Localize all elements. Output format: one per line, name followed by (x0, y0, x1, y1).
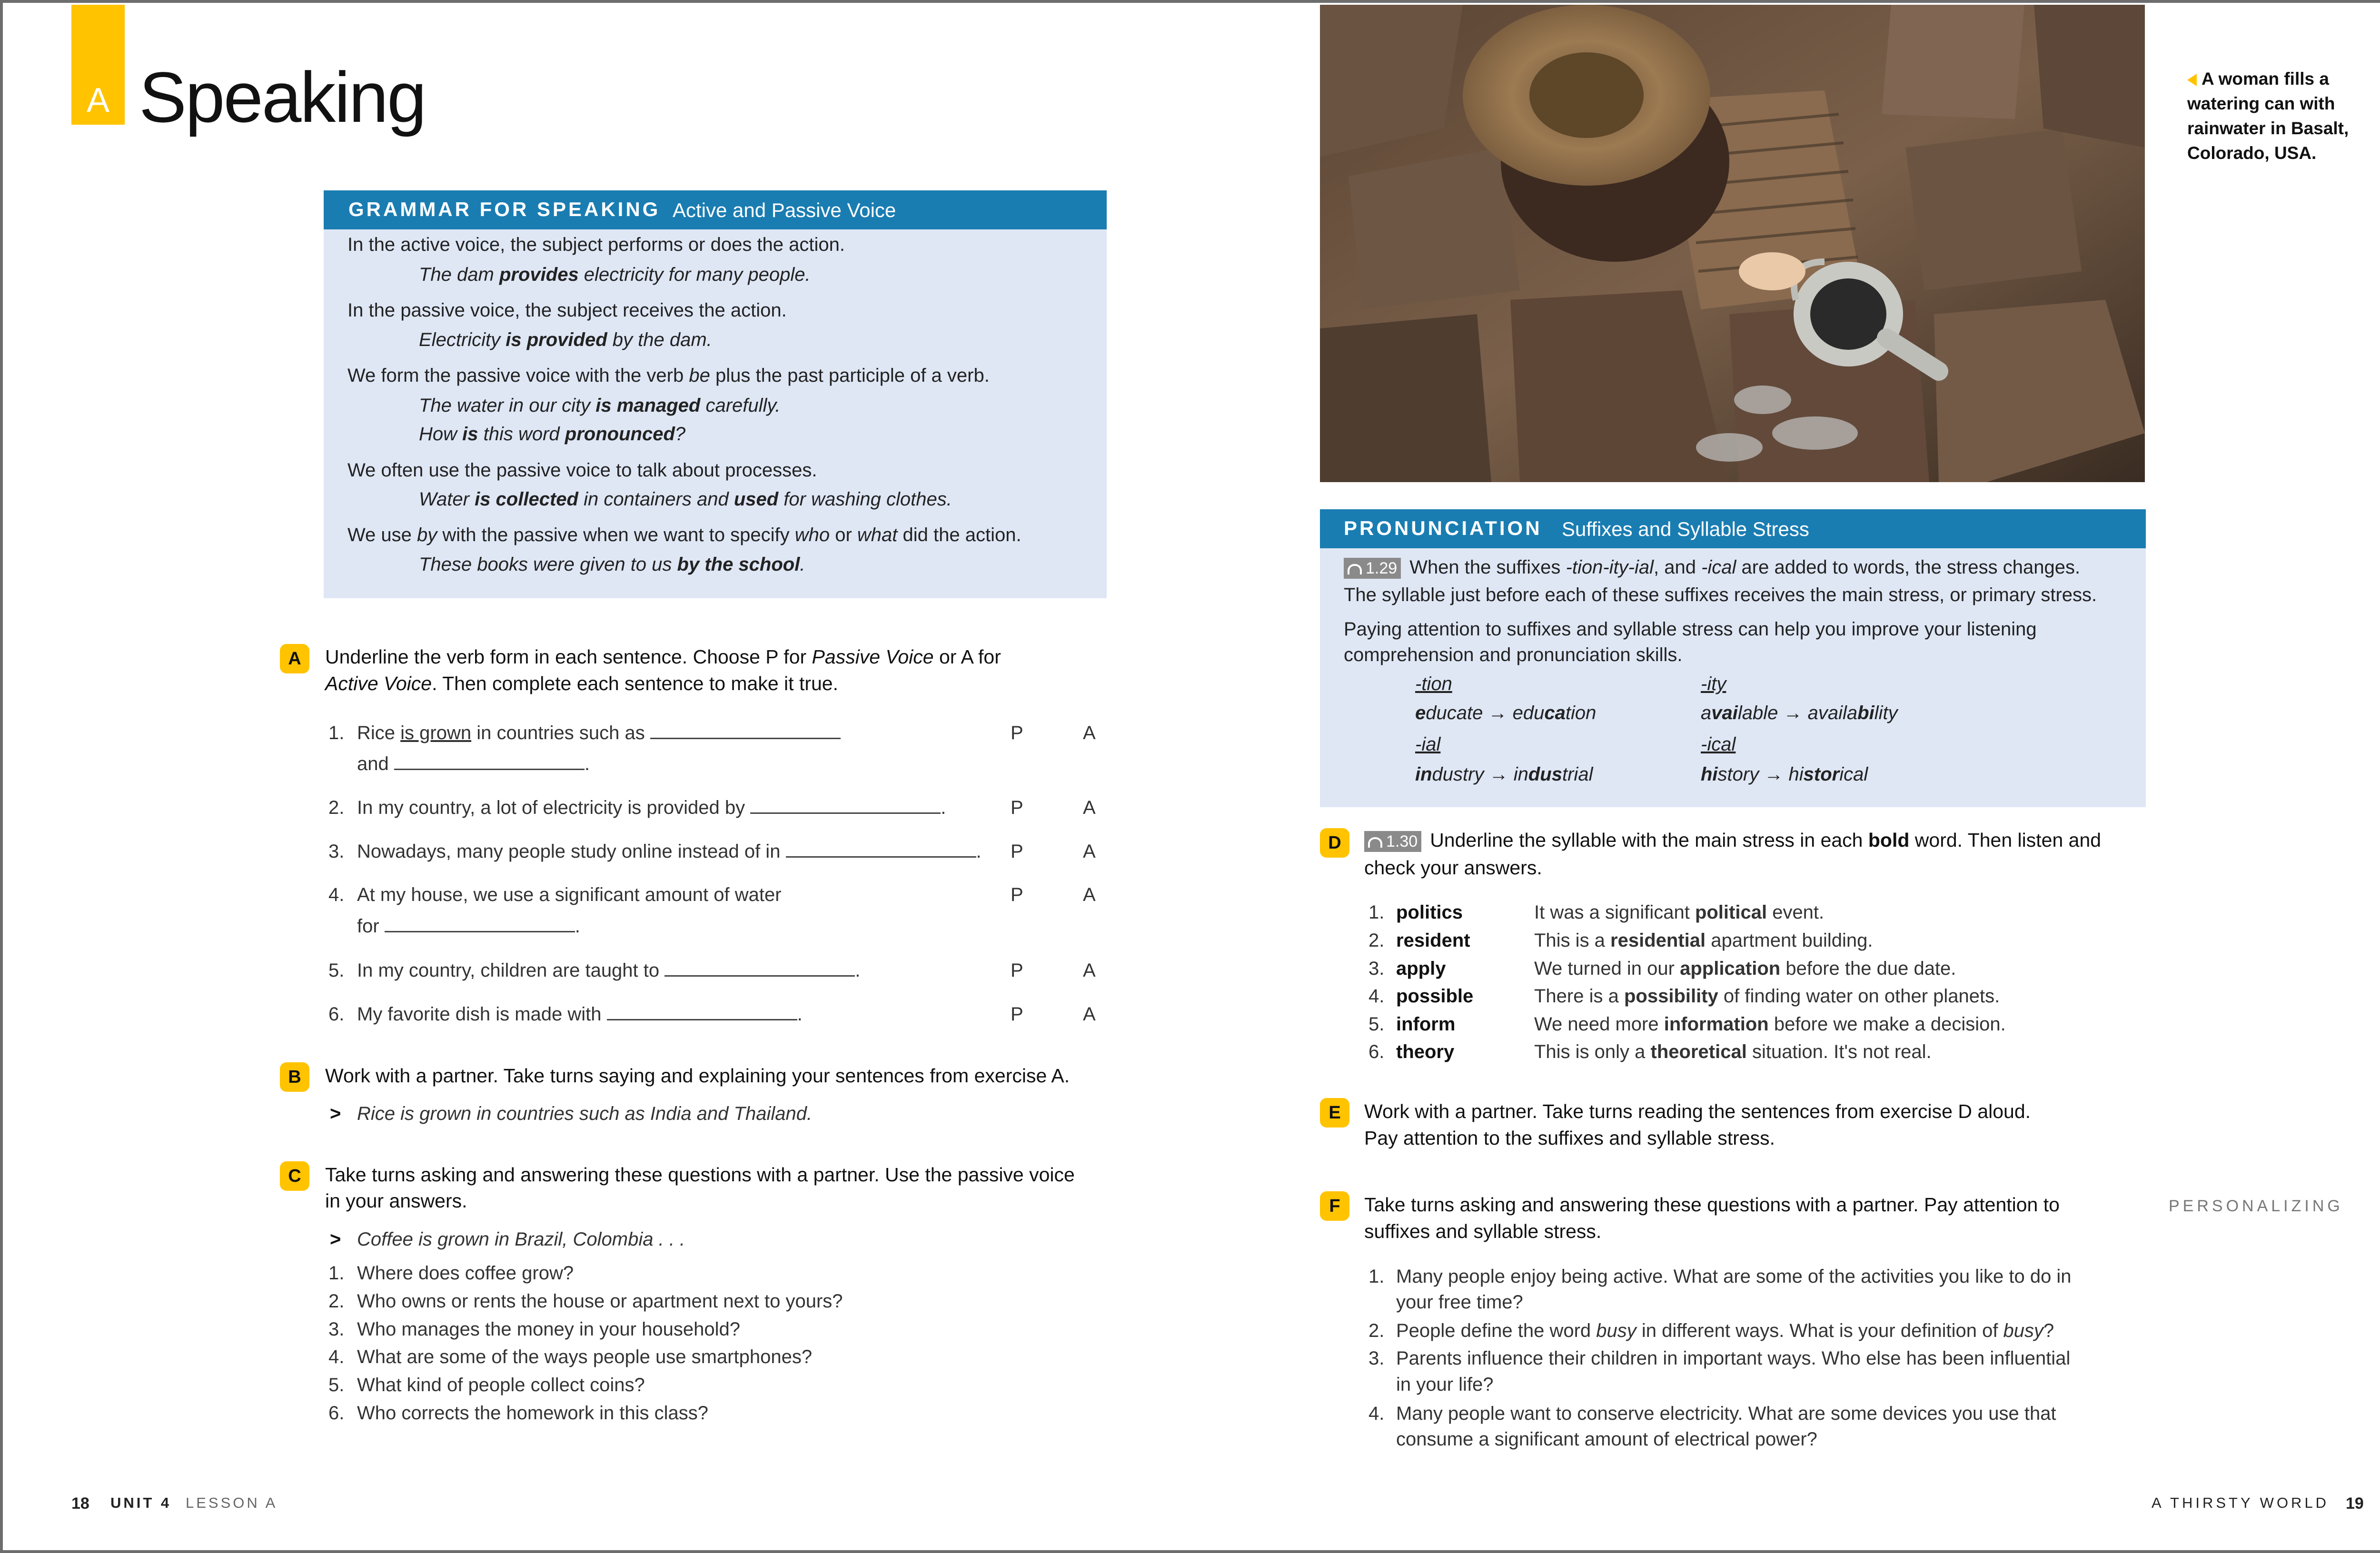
grammar-example: The water in our city is managed carefully. (419, 395, 781, 416)
grammar-label: GRAMMAR FOR SPEAKING (348, 198, 661, 220)
question-item: What kind of people collect coins? (357, 1375, 645, 1395)
exercise-a-instruction: Underline the verb form in each sentence. Choose P for Passive Voice or A for (325, 646, 1001, 668)
stress-sentence: It was a significant political event. (1534, 902, 1825, 923)
answer-blank[interactable] (394, 754, 585, 770)
choice-p[interactable]: P (1011, 722, 1023, 743)
item-number: 4. (328, 884, 345, 905)
exercise-a-item-4: At my house, we use a significant amount of water (357, 884, 782, 905)
example-arrow: > (330, 1229, 341, 1250)
exercise-a-badge: A (280, 644, 309, 673)
word-pair: educate → education (1415, 702, 1597, 723)
exercise-a-item-3: Nowadays, many people study online instead of in . (357, 841, 982, 862)
item-number: 1. (1368, 1266, 1385, 1287)
exercise-a-item-4-cont: for . (357, 916, 580, 937)
item-number: 5. (1368, 1014, 1385, 1035)
stress-word: theory (1396, 1041, 1455, 1062)
choice-p[interactable]: P (1011, 1004, 1023, 1025)
suffix-heading: -ial (1415, 734, 1441, 755)
question-item: What are some of the ways people use smartphones? (357, 1346, 813, 1367)
grammar-example: How is this word pronounced? (419, 424, 686, 445)
page-title: Speaking (139, 57, 426, 137)
audio-track[interactable]: 1.29 (1344, 558, 1401, 579)
exercise-a-item-1-cont: and . (357, 753, 590, 774)
footer-unit: UNIT 4 (110, 1494, 172, 1511)
grammar-line: In the passive voice, the subject receives the action. (347, 300, 787, 321)
audio-track[interactable]: 1.30 (1364, 831, 1421, 852)
exercise-a-item-6: My favorite dish is made with . (357, 1004, 803, 1025)
grammar-example: The dam provides electricity for many people. (419, 264, 811, 285)
question-item: Who corrects the homework in this class? (357, 1403, 709, 1424)
exercise-c-instruction: in your answers. (325, 1190, 467, 1212)
exercise-d-instruction: check your answers. (1364, 857, 1542, 879)
footer-title: A THIRSTY WORLD (2152, 1494, 2330, 1511)
exercise-d-badge: D (1320, 828, 1349, 858)
grammar-line: We often use the passive voice to talk about processes. (347, 460, 817, 481)
grammar-bar (324, 190, 1107, 229)
grammar-line: In the active voice, the subject performs or does the action. (347, 234, 845, 255)
item-number: 3. (328, 1319, 345, 1340)
item-number: 1. (1368, 902, 1385, 923)
pron-line: 1.29 When the suffixes -tion-ity-ial, and -ical are added to words, the stress changes. (1344, 557, 2080, 579)
page-number-left: 18 (71, 1494, 89, 1513)
photo-illustration (1320, 5, 2145, 482)
suffix-heading: -ity (1701, 673, 1726, 694)
pron-line: Paying attention to suffixes and syllable stress can help you improve your listening (1344, 619, 2037, 640)
example-arrow: > (330, 1103, 341, 1124)
stress-word: inform (1396, 1014, 1456, 1035)
item-number: 1. (328, 1263, 345, 1284)
exercise-b-example: Rice is grown in countries such as India and Thailand. (357, 1103, 813, 1124)
exercise-f-instruction: suffixes and syllable stress. (1364, 1220, 1602, 1242)
answer-blank[interactable] (664, 961, 855, 977)
photo-watering-can (1320, 5, 2145, 482)
choice-p[interactable]: P (1011, 797, 1023, 818)
item-number: 5. (328, 960, 345, 981)
question-item: Where does coffee grow? (357, 1263, 574, 1284)
item-number: 2. (328, 1291, 345, 1312)
exercise-a-item-5: In my country, children are taught to . (357, 960, 861, 981)
stress-sentence: We turned in our application before the due date. (1534, 958, 1956, 979)
stress-sentence: We need more information before we make a decision. (1534, 1014, 2006, 1035)
question-item: Many people enjoy being active. What are some of the activities you like to do in (1396, 1266, 2072, 1287)
grammar-example: Water is collected in containers and used for washing clothes. (419, 489, 952, 510)
exercise-d-instruction: 1.30 Underline the syllable with the main stress in each bold word. Then listen and (1364, 829, 2101, 852)
stress-word: resident (1396, 930, 1470, 951)
answer-blank[interactable] (786, 842, 976, 858)
grammar-subtitle: Active and Passive Voice (673, 199, 896, 221)
choice-a[interactable]: A (1083, 884, 1096, 905)
stress-word: politics (1396, 902, 1463, 923)
question-item: Who owns or rents the house or apartment next to yours? (357, 1291, 843, 1312)
item-number: 4. (328, 1346, 345, 1367)
stress-sentence: This is a residential apartment building. (1534, 930, 1873, 951)
exercise-a-item-1: Rice is grown in countries such as (357, 722, 841, 744)
pronunciation-bar (1320, 509, 2146, 548)
choice-a[interactable]: A (1083, 797, 1096, 818)
exercise-a-instruction: Active Voice. Then complete each sentence to make it true. (325, 673, 838, 694)
section-tab (71, 5, 125, 125)
page-number-right: 19 (2346, 1494, 2364, 1513)
exercise-c-example: Coffee is grown in Brazil, Colombia . . . (357, 1229, 685, 1250)
pronunciation-box (1320, 509, 2146, 807)
exercise-e-instruction: Work with a partner. Take turns reading the sentences from exercise D aloud. (1364, 1100, 2031, 1122)
item-number: 3. (328, 841, 345, 862)
grammar-box (324, 190, 1107, 598)
exercise-a-item-2: In my country, a lot of electricity is provided by . (357, 797, 946, 818)
pron-line: The syllable just before each of these suffixes receives the main stress, or primary stress. (1344, 584, 2097, 605)
stress-word: apply (1396, 958, 1446, 979)
caption-pointer-icon (2187, 74, 2197, 86)
item-number: 6. (328, 1004, 345, 1025)
answer-blank[interactable] (650, 723, 841, 739)
grammar-line: We use by with the passive when we want to specify who or what did the action. (347, 524, 1021, 545)
answer-blank[interactable] (385, 917, 575, 932)
section-letter: A (86, 81, 110, 119)
answer-blank[interactable] (750, 798, 941, 814)
question-item: Who manages the money in your household? (357, 1319, 740, 1340)
grammar-example: Electricity is provided by the dam. (419, 329, 712, 350)
choice-p[interactable]: P (1011, 884, 1023, 905)
choice-a[interactable]: A (1083, 841, 1096, 862)
item-number: 4. (1368, 986, 1385, 1007)
word-pair: available → availability (1701, 702, 1898, 723)
headphones-icon (1368, 837, 1382, 848)
item-number: 3. (1368, 958, 1385, 979)
stress-word: possible (1396, 986, 1474, 1007)
item-number: 5. (328, 1375, 345, 1395)
footer-lesson: LESSON A (186, 1494, 278, 1511)
item-number: 1. (328, 722, 345, 743)
question-item-cont: your free time? (1396, 1292, 1523, 1313)
question-item: People define the word busy in different ways. What is your definition of busy? (1396, 1320, 2054, 1341)
item-number: 6. (1368, 1041, 1385, 1062)
exercise-c-badge: C (280, 1161, 309, 1191)
word-pair: industry → industrial (1415, 764, 1593, 785)
exercise-f-badge: F (1320, 1191, 1349, 1221)
exercise-b-instruction: Work with a partner. Take turns saying and explaining your sentences from exercise A. (325, 1065, 1070, 1087)
question-item-cont: in your life? (1396, 1374, 1494, 1395)
headphones-icon (1348, 564, 1362, 574)
choice-a[interactable]: A (1083, 960, 1096, 981)
pron-line: comprehension and pronunciation skills. (1344, 644, 1683, 665)
personalizing-label: PERSONALIZING (2169, 1197, 2343, 1215)
exercise-e-badge: E (1320, 1098, 1349, 1128)
suffix-heading: -ical (1701, 734, 1736, 755)
grammar-line: We form the passive voice with the verb be plus the past participle of a verb. (347, 365, 990, 386)
exercise-c-instruction: Take turns asking and answering these questions with a partner. Use the passive voice (325, 1164, 1075, 1186)
choice-a[interactable]: A (1083, 722, 1096, 743)
choice-p[interactable]: P (1011, 841, 1023, 862)
question-item-cont: consume a significant amount of electrical power? (1396, 1429, 1817, 1450)
item-number: 6. (328, 1403, 345, 1424)
item-number: 4. (1368, 1403, 1385, 1424)
grammar-example: These books were given to us by the school. (419, 554, 805, 575)
question-item: Parents influence their children in important ways. Who else has been influential (1396, 1348, 2071, 1369)
exercise-f-instruction: Take turns asking and answering these questions with a partner. Pay attention to (1364, 1194, 2060, 1216)
pronunciation-subtitle: Suffixes and Syllable Stress (1562, 518, 1809, 540)
item-number: 3. (1368, 1348, 1385, 1369)
stress-sentence: This is only a theoretical situation. It's not real. (1534, 1041, 1932, 1062)
answer-blank[interactable] (607, 1005, 797, 1020)
photo-caption: A woman fills a watering can with rainwater in Basalt, Colorado, USA. (2187, 69, 2349, 163)
item-number: 2. (328, 797, 345, 818)
item-number: 2. (1368, 930, 1385, 951)
exercise-b-badge: B (280, 1062, 309, 1092)
choice-a[interactable]: A (1083, 1004, 1096, 1025)
stress-sentence: There is a possibility of finding water on other planets. (1534, 986, 2000, 1007)
item-number: 2. (1368, 1320, 1385, 1341)
question-item: Many people want to conserve electricity. What are some devices you use that (1396, 1403, 2056, 1424)
suffix-heading: -tion (1415, 673, 1452, 694)
choice-p[interactable]: P (1011, 960, 1023, 981)
word-pair: history → historical (1701, 764, 1868, 785)
exercise-e-instruction: Pay attention to the suffixes and syllable stress. (1364, 1127, 1775, 1149)
pronunciation-label: PRONUNCIATION (1344, 517, 1542, 539)
